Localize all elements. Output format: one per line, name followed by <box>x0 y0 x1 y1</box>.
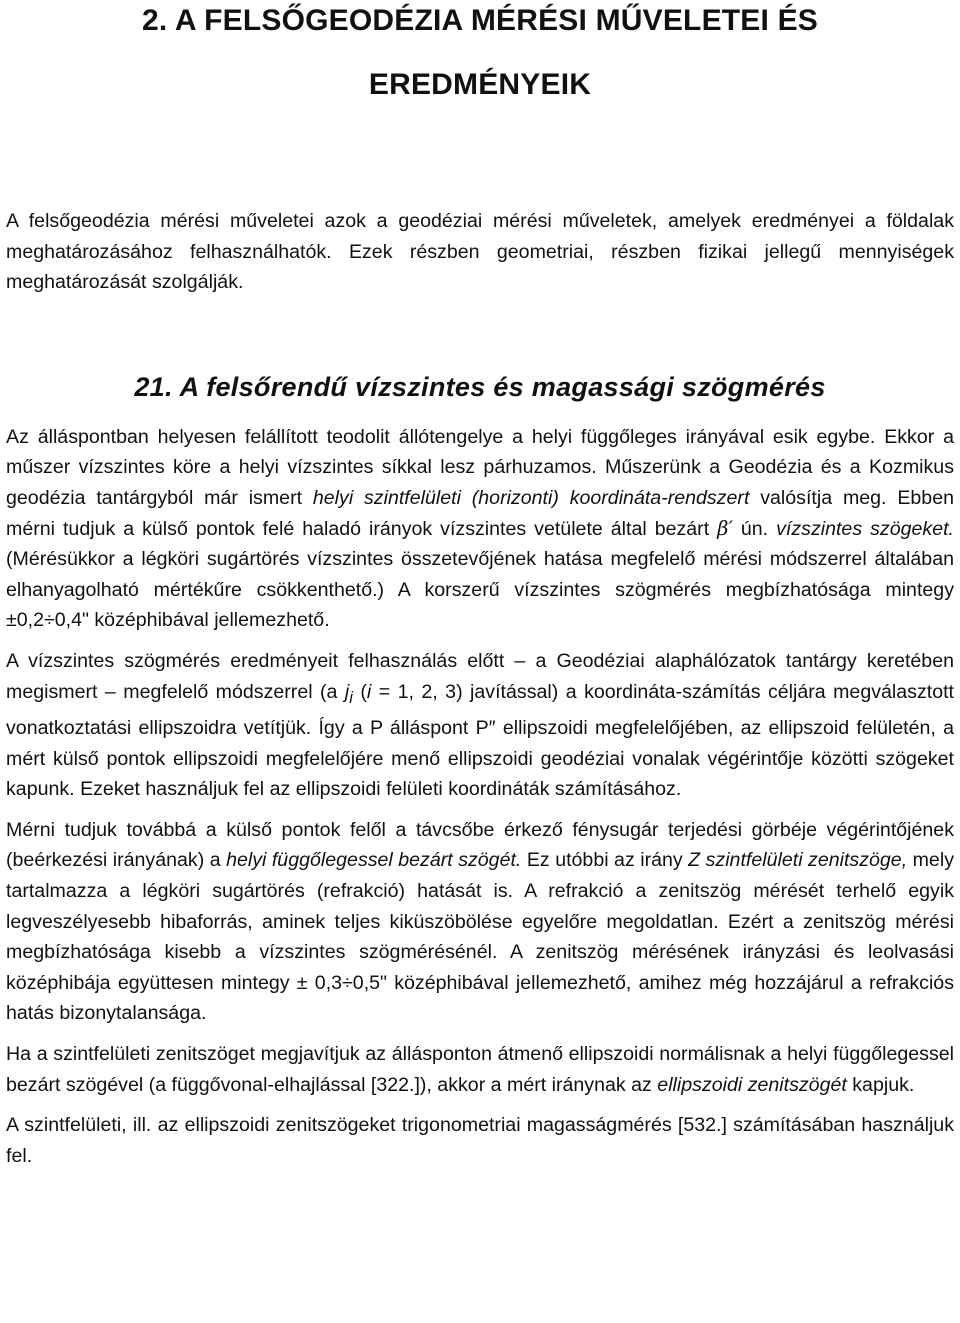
text-run: ún. <box>732 517 777 540</box>
correction-subscript-i: i <box>349 688 353 707</box>
chapter-title-line-1: 2. A FELSŐGEODÉZIA MÉRÉSI MŰVELETEI ÉS <box>141 4 819 37</box>
paragraph-reduction <box>6 646 954 805</box>
text-run: valósítja meg. Ebben mérni tudjuk a külső pontok felé haladó irányok vízszintes vetülete által bezárt <box>6 486 954 540</box>
emphasis-vertical-angle: helyi függőlegessel bezárt szögét. <box>226 849 522 872</box>
text-run: Ez utóbbi az irány <box>521 849 689 872</box>
paragraph-zenith-angles <box>6 815 954 1029</box>
text-run: Az álláspontban helyesen felállított teodolit állótengelye a helyi függőleges irányával esik egybe. Ekkor a műszer vízszintes köre a helyi vízszintes síkkal lesz párhuzamos. Műszerünk a Geodézia és a Kozmikus geodézia tantárgyból már ismert <box>6 425 954 509</box>
text-run: kapjuk. <box>846 1073 915 1096</box>
emphasis-ellipsoidal-zenith: ellipszoidi zenitszögét <box>657 1073 847 1096</box>
chapter-title <box>6 0 954 104</box>
text-run: A vízszintes szögmérés eredményeit felhasználás előtt – a Geodéziai alaphálózatok tantárgy keretében megismert – megfelelő módszerrel (a <box>6 649 954 703</box>
emphasis-zenith-angle: Z szintfelületi zenitszöge, <box>688 849 908 872</box>
emphasis-coordinate-system: helyi szintfelületi (horizonti) koordináta-rendszert <box>312 486 750 509</box>
text-run: Ha a szintfelületi zenitszöget megjavítjuk az állásponton átmenő ellipszoidi normálisnak a helyi függőlegessel bezárt szögével (a függővonal-elhajlással [322.]), akkor a mért iránynak az <box>6 1042 954 1096</box>
section-title: 21. A felsőrendű vízszintes és magassági szögmérés <box>134 371 826 402</box>
text-run: (Mérésükkor a légköri sugártörés vízszintes összetevőjének hatása megfelelő mérési módszerrel általában elhanyagolható mértékűre csökkenthető.) A korszerű vízszintes szögmérés megbízhatósága mintegy ±0,2÷0,4" középhibával jellemezhető. <box>6 548 954 632</box>
correction-symbol-j: j <box>344 680 350 703</box>
text-run: = 1, 2, 3) javítással) a koordináta-számítás céljára megválasztott vonatkoztatási ellipszoidra vetítjük. Így a P álláspont P″ ellipszoidi megfelelőjében, az ellipszoid felületén, a mért külső pontok ellipszoidi megfelelőjére menő ellipszoidi geodéziai vonalak végérintője közötti szögeket kapunk. Ezeket használjuk fel az ellipszoidi felületi koordináták számításához. <box>6 680 954 801</box>
chapter-title-line-2: EREDMÉNYEIK <box>368 68 592 101</box>
paragraph-horizontal-angles <box>6 422 954 636</box>
text-run: mely tartalmazza a légköri sugártörés (refrakció) hatását is. A refrakció a zenitszög mérését terhelő egyik legveszélyesebb hibaforrás, aminek teljes kiküszöbölése egyelőre megoldatlan. Ezért a zenitszög mérési megbízhatósága kisebb a vízszintes szögmérésénél. A zenitszög mérésének irányzási és leolvasási középhibája együttesen mintegy ± 0,3÷0,5" középhibával jellemezhető, amihez még hozzájárul a refrakciós hatás bizonytalansága. <box>6 849 954 1025</box>
text-run: Mérni tudjuk továbbá a külső pontok felől a távcsőbe érkező fénysugár terjedési görbéje végérintőjének (beérkezési irányának) a <box>6 818 954 872</box>
paragraph-trigonometric-levelling: A szintfelületi, ill. az ellipszoidi zenitszögeket trigonometriai magasságmérés [532.] számításában használjuk fel. <box>6 1114 954 1167</box>
emphasis-horizontal-angles: vízszintes szögeket. <box>776 517 954 540</box>
intro-paragraph: A felsőgeodézia mérési műveletei azok a geodéziai mérési műveletek, amelyek eredményei a földalak meghatározásához felhasználhatók. Ezek részben geometriai, részben fizikai jellegű mennyiségek meghatározását szolgálják. <box>6 210 954 294</box>
beta-symbol: β′ <box>717 516 733 540</box>
paragraph-ellipsoidal-zenith <box>6 1039 954 1100</box>
index-symbol-i: i <box>366 680 372 703</box>
text-run: ( <box>352 680 367 703</box>
